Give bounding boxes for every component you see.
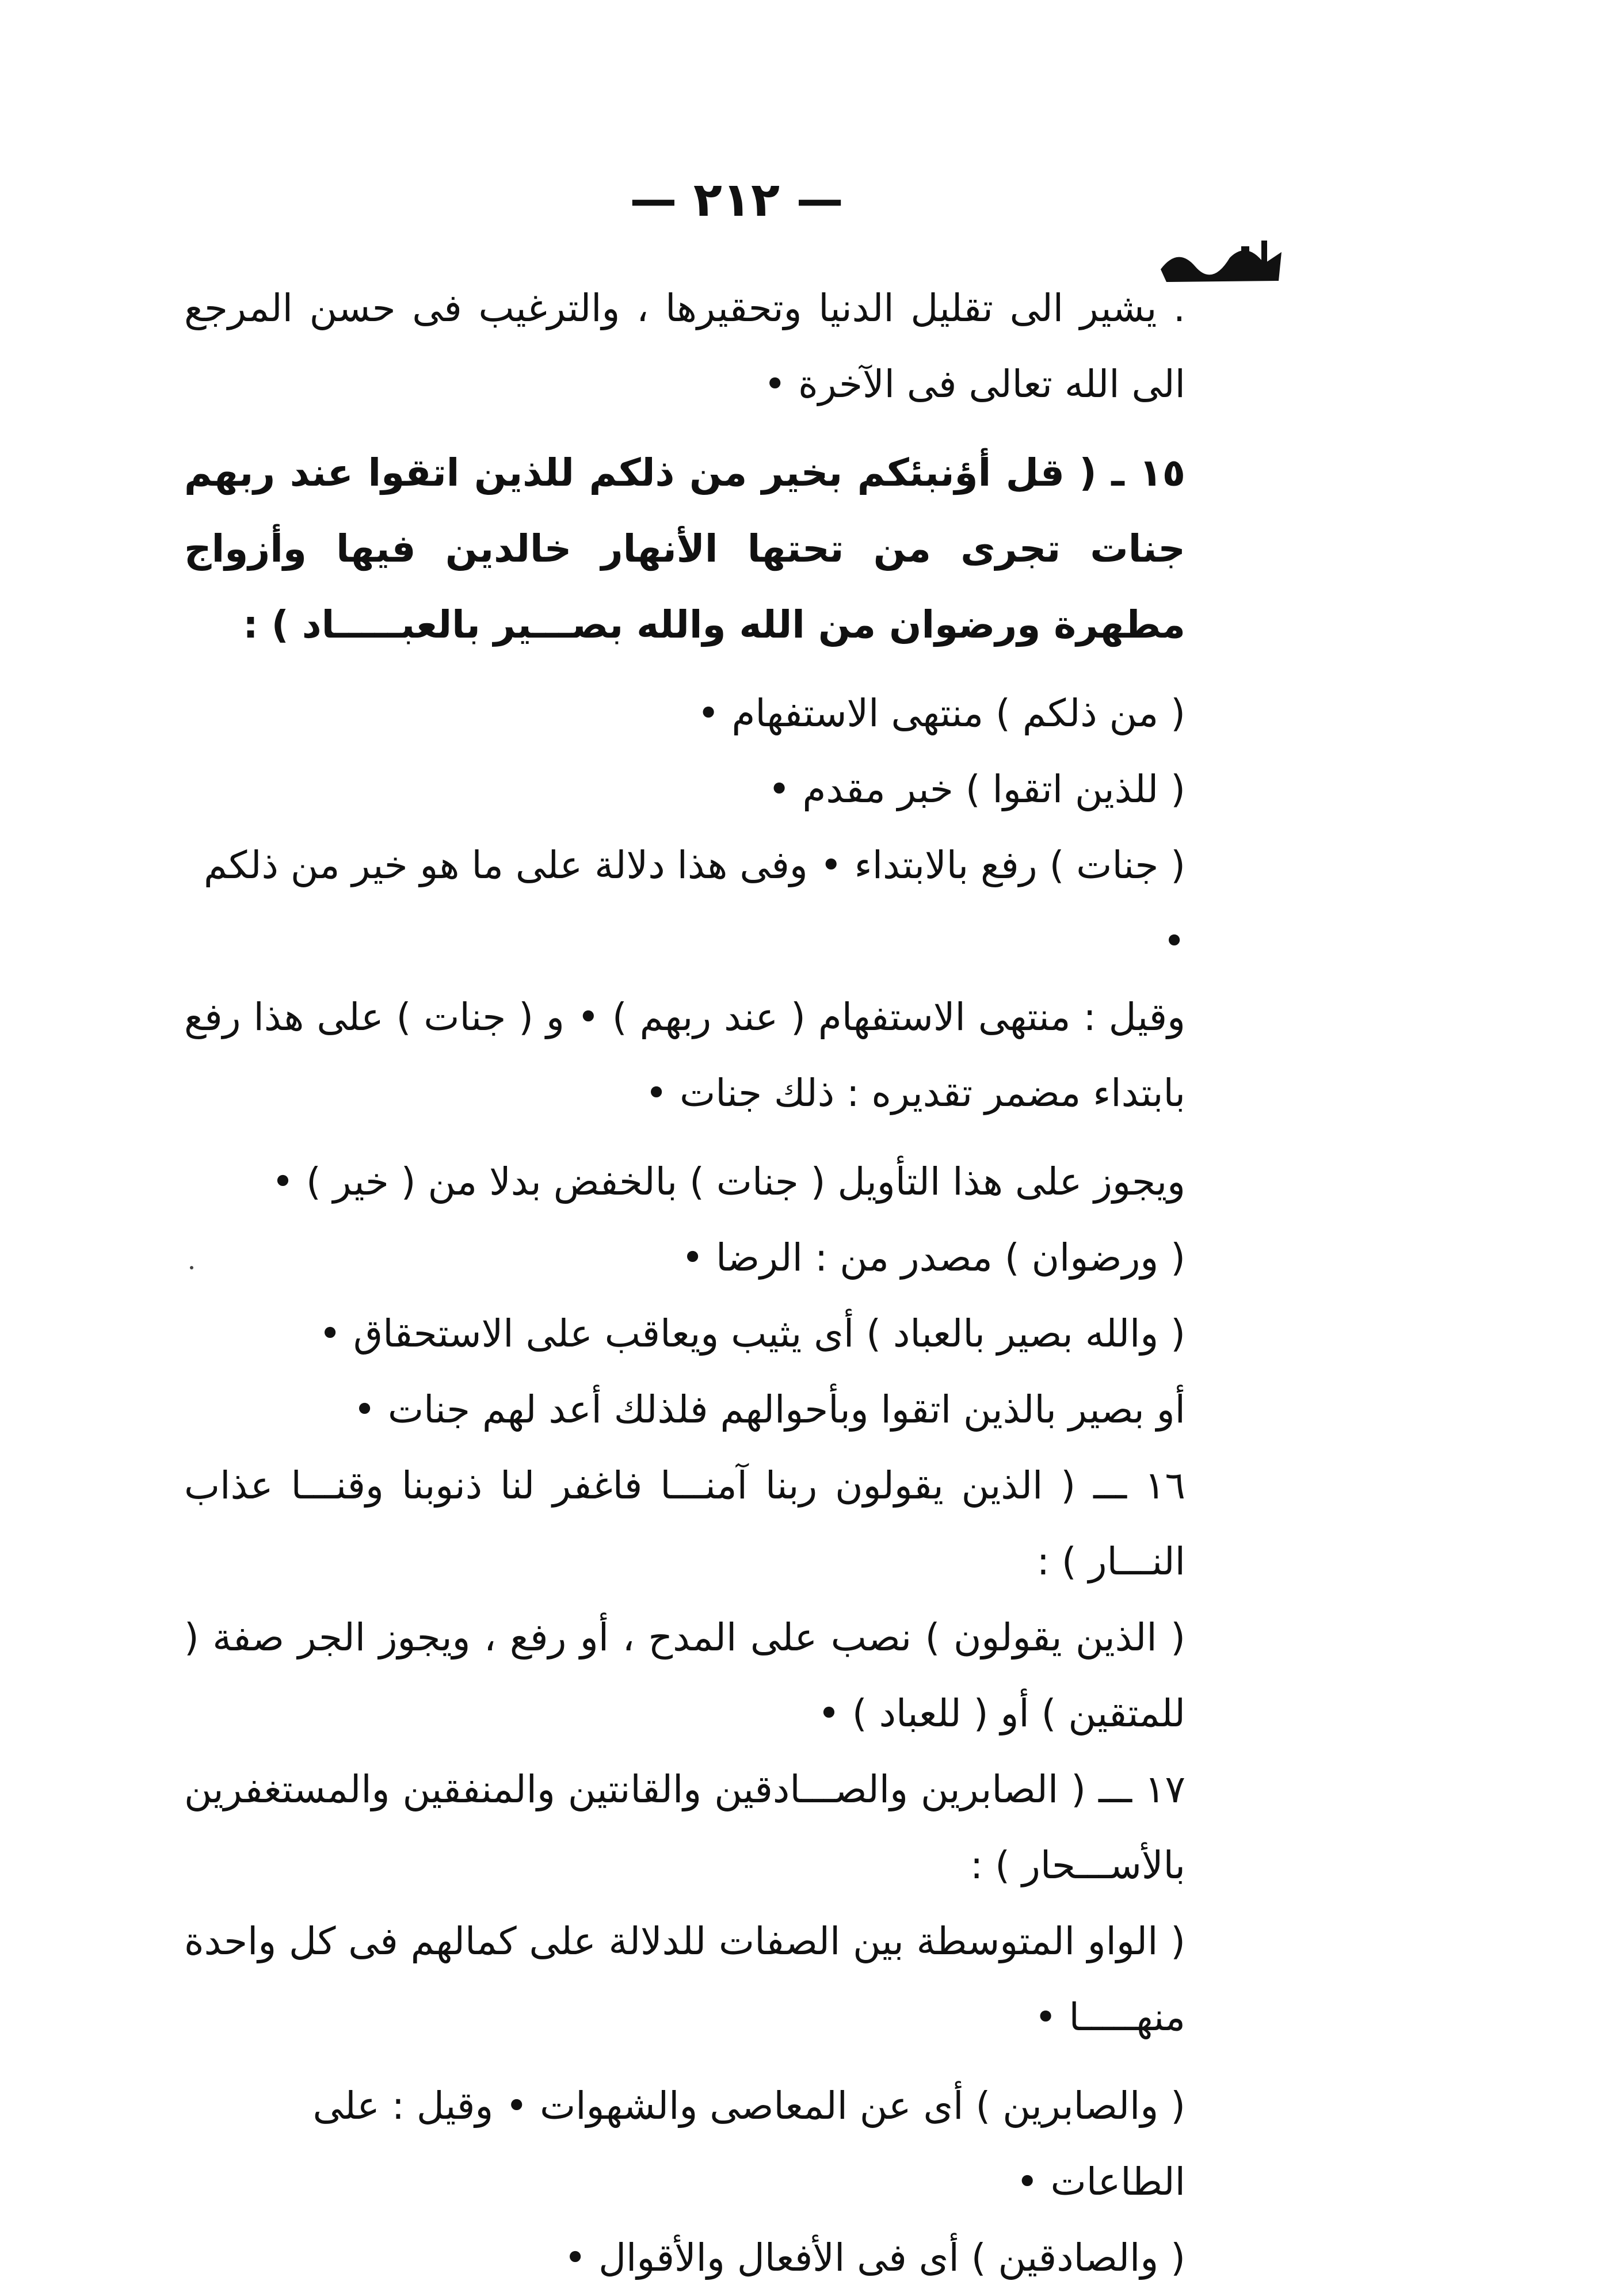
commentary-line: ( للذين اتقوا ) خبر مقدم • — [768, 767, 1185, 811]
commentary-line: ( من ذلكم ) منتهى الاستفهام • — [697, 691, 1185, 735]
page-number: — ٢١٢ — — [630, 173, 844, 227]
paragraph-intro: . يشير الى تقليل الدنيا وتحقيرها ، والترغيب فى حسن المرجع الى الله تعالى فى الآخرة • — [184, 286, 1185, 406]
verse-17: ١٧ ـــ ( الصابرين والصـــادقين والقانتين والمنفقين والمستغفرين بالأســـحار ) : — [184, 1767, 1185, 1887]
commentary-line: أو بصير بالذين اتقوا وبأحوالهم فلذلك أعد لهم جنات • — [353, 1387, 1185, 1432]
commentary-line: ( والصادقين ) أى فى الأفعال والأقوال • — [564, 2236, 1185, 2280]
commentary-paragraph: ( الذين يقولون ) نصب على المدح ، أو رفع ، ويجوز الجر صفة ( للمتقين ) أو ( للعباد ) • — [184, 1615, 1185, 1736]
commentary-line: ويجوز على هذا التأويل ( جنات ) بالخفض بدلا من ( خير ) • — [272, 1160, 1185, 1204]
commentary-line: ( والصابرين ) أى عن المعاصى والشهوات • وقيل : على الطاعات • — [312, 2084, 1185, 2204]
commentary-line: ( جنات ) رفع بالابتداء • وفى هذا دلالة على ما هو خير من ذلكم • — [203, 843, 1185, 963]
commentary-paragraph: ( الواو المتوسطة بين الصفات للدلالة على كمالهم فى كل واحدة منهـــــا • — [184, 1919, 1185, 2039]
page-body — [184, 270, 1277, 2296]
commentary-paragraph: وقيل : منتهى الاستفهام ( عند ربهم ) • و ( جنات ) على هذا رفع بابتداء مضمر تقديره : ذلك جنات • — [184, 995, 1185, 1115]
commentary-line: ( ورضوان ) مصدر من : الرضا • — [681, 1235, 1185, 1280]
scan-speck — [190, 1266, 193, 1269]
commentary-line: ( والله بصير بالعباد ) أى يثيب ويعاقب على الاستحقاق • — [319, 1311, 1185, 1356]
verse-15: ١٥ ـ ( قل أؤنبئكم بخير من ذلكم للذين اتقوا عند ربهم جنات تجرى من تحتها الأنهار خالدين فيها وأزواج مطهرة ورضوان من الله والله بصـــير بالعبـــــاد ) : — [184, 451, 1185, 647]
verse-16: ١٦ ـــ ( الذين يقولون ربنا آمنـــا فاغفر لنا ذنوبنا وقنـــا عذاب النـــار ) : — [184, 1463, 1185, 1584]
